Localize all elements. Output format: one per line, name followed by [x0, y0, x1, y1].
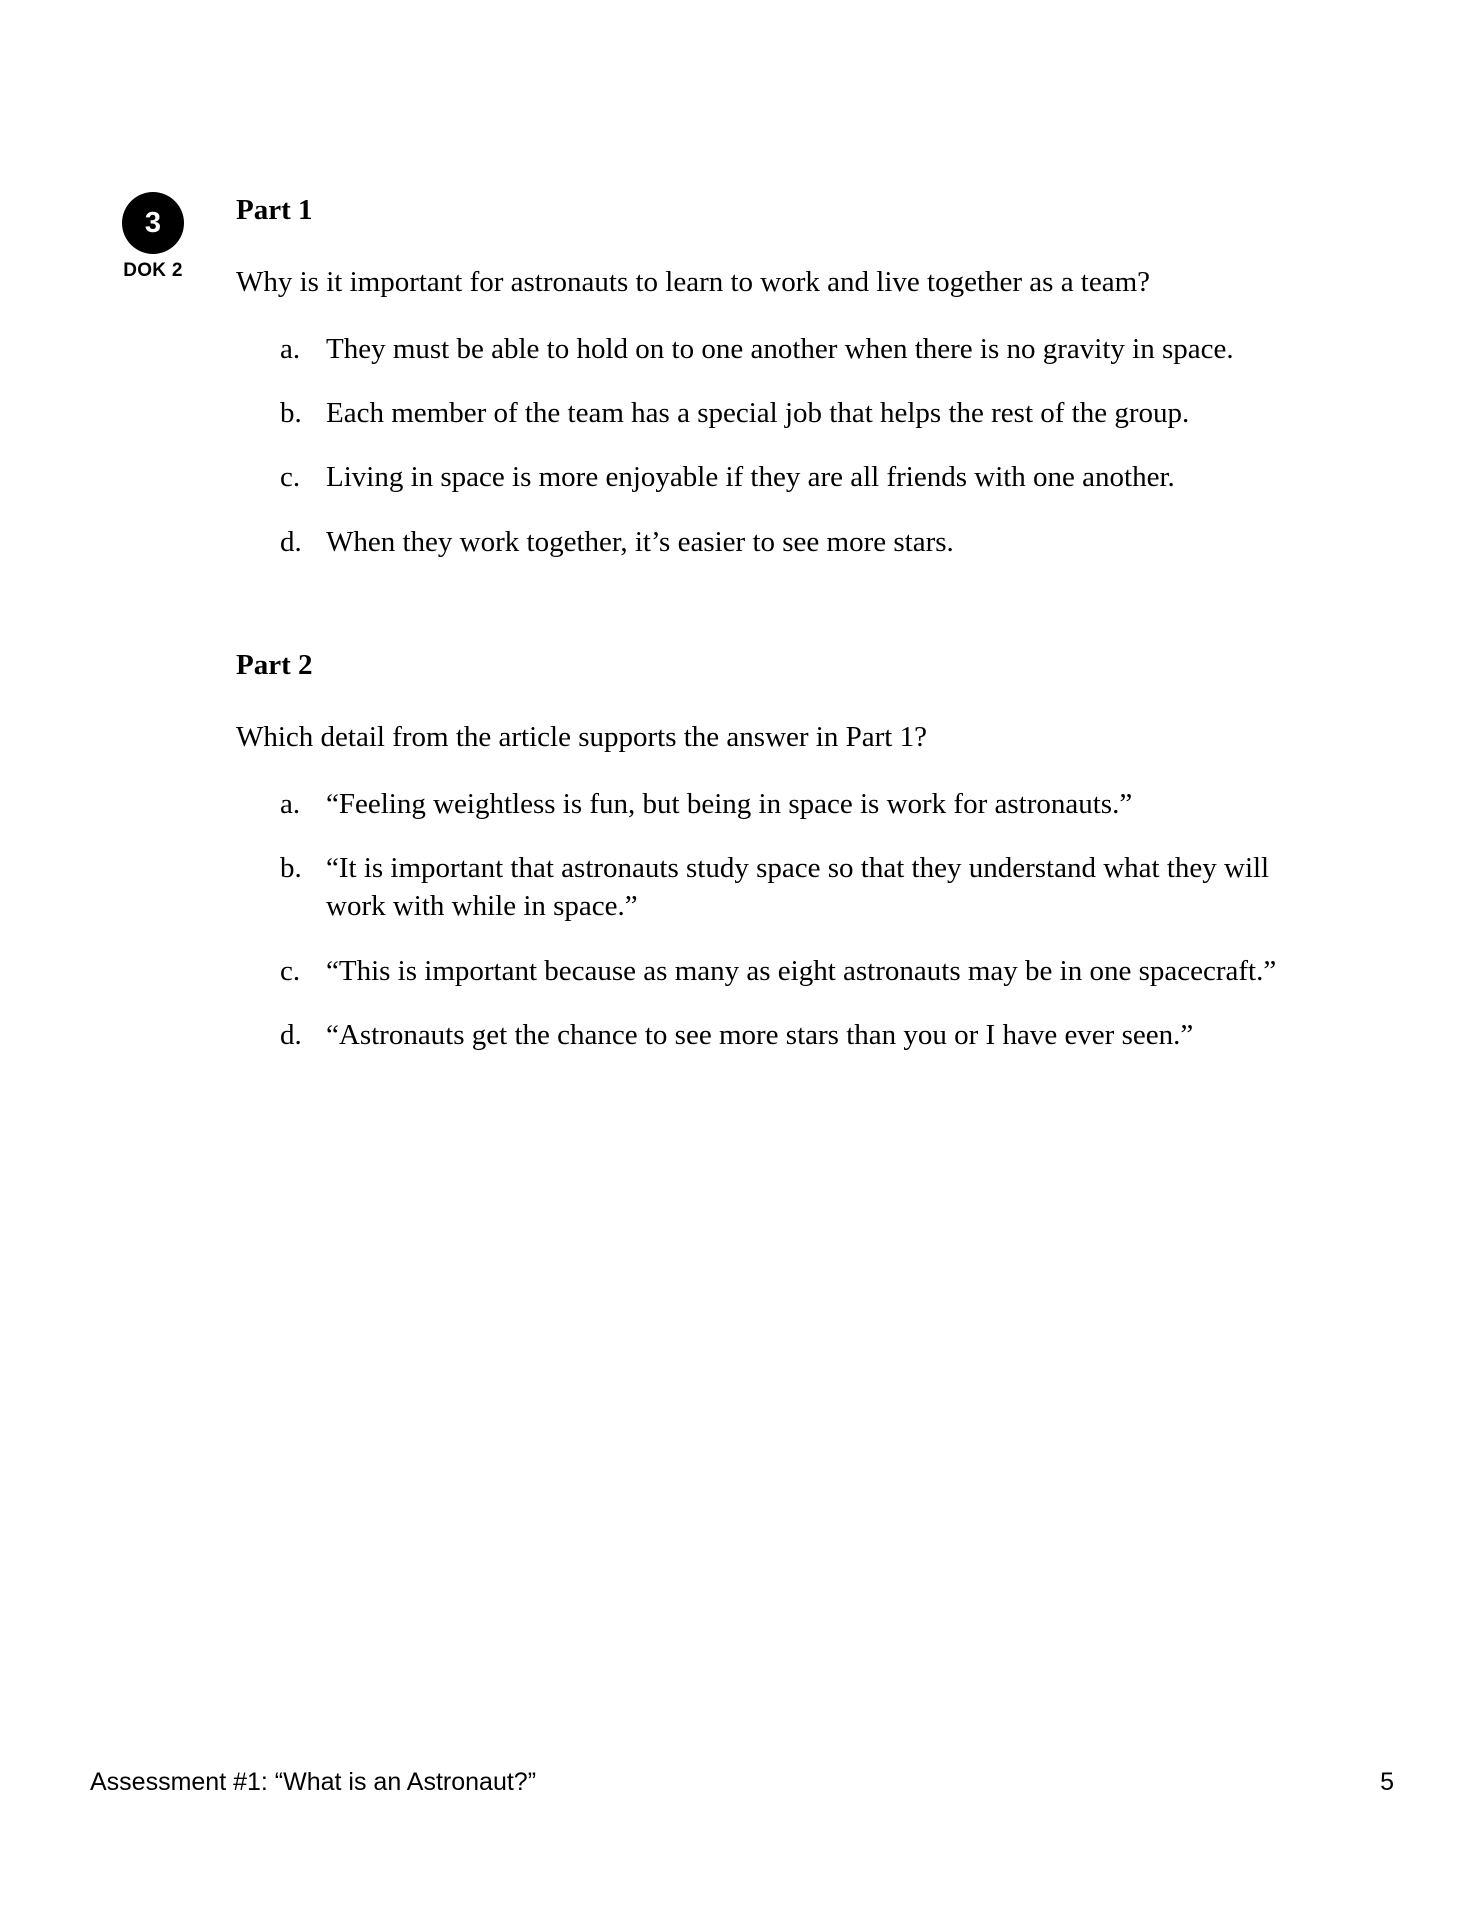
choice-option[interactable]	[236, 952, 1326, 990]
choice-letter: b.	[280, 852, 302, 885]
choice-text: When they work together, it’s easier to see more stars.	[326, 525, 954, 558]
choice-text: “Feeling weightless is fun, but being in space is work for astronauts.”	[326, 787, 1133, 820]
choice-option[interactable]	[236, 1016, 1326, 1054]
choice-text: They must be able to hold on to one another when there is no gravity in space.	[326, 332, 1234, 365]
part-2-question-stem: Which detail from the article supports the answer in Part 1?	[236, 721, 927, 754]
spacer	[236, 757, 1326, 785]
choice-letter: a.	[280, 332, 301, 365]
choice-text: Living in space is more enjoyable if they are all friends with one another.	[326, 461, 1175, 494]
part-2-choice-list	[236, 785, 1326, 1054]
part-2-section	[236, 647, 1326, 1054]
choice-text: Each member of the team has a special job that helps the rest of the group.	[326, 397, 1190, 430]
footer-page-number: 5	[1380, 1768, 1394, 1796]
page-footer	[90, 1768, 1394, 1797]
choice-option[interactable]	[236, 330, 1326, 368]
part-1-choice-list	[236, 330, 1326, 561]
spacer	[236, 302, 1326, 330]
choice-letter: a.	[280, 787, 301, 820]
choice-letter: d.	[280, 1019, 302, 1051]
part-2-heading: Part 2	[236, 649, 313, 681]
choice-letter: b.	[280, 397, 302, 430]
question-number-badge: 3	[122, 192, 184, 254]
choice-letter: c.	[280, 461, 301, 494]
spacer	[236, 228, 1326, 264]
choice-option[interactable]	[236, 523, 1326, 561]
footer-assessment-title: Assessment #1: “What is an Astronaut?”	[90, 1768, 537, 1796]
choice-text: “This is important because as many as eight astronauts may be in one spacecraft.”	[326, 954, 1277, 987]
choice-option[interactable]	[236, 394, 1326, 432]
dok-level-label: DOK 2	[123, 260, 183, 281]
choice-text: “It is important that astronauts study space so that they understand what they will work with while in space.”	[326, 852, 1270, 923]
question-badge	[98, 192, 208, 282]
choice-option[interactable]	[236, 849, 1326, 926]
section-spacer	[236, 587, 1326, 647]
choice-letter: c.	[280, 954, 301, 987]
question-content	[236, 192, 1326, 1080]
part-1-section	[236, 192, 1326, 561]
choice-letter: d.	[280, 525, 302, 558]
spacer	[236, 683, 1326, 719]
choice-option[interactable]	[236, 458, 1326, 496]
choice-option[interactable]	[236, 785, 1326, 823]
part-1-heading: Part 1	[236, 194, 313, 226]
choice-text: “Astronauts get the chance to see more stars than you or I have ever seen.”	[326, 1019, 1194, 1051]
part-1-question-stem: Why is it important for astronauts to learn to work and live together as a team?	[236, 266, 1151, 299]
